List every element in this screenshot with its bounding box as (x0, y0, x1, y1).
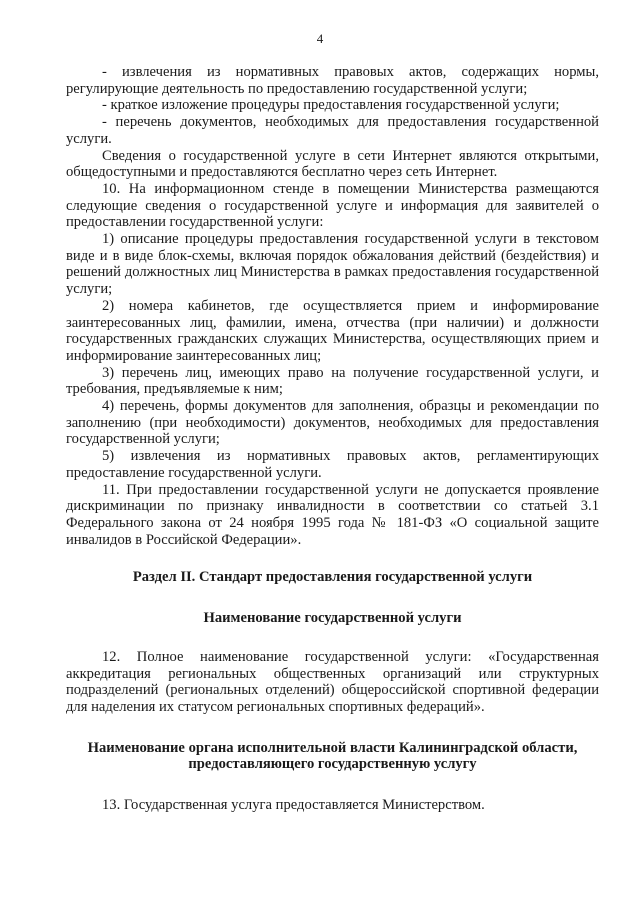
section-heading: Раздел II. Стандарт предоставления государственной услуги (132, 569, 533, 586)
spacer (66, 586, 599, 610)
spacer (66, 548, 599, 569)
paragraph-item-12: 12. Полное наименование государственной услуги: «Государственная аккредитация региональных общественных организаций или структурных подразделений (региональных отделений) общероссийской спортивной федерации для наделения их статусом региональных спортивных федераций». (66, 648, 599, 715)
page-number: 4 (316, 31, 324, 46)
spacer (66, 627, 599, 649)
subsection-heading-authority-line-2: предоставляющего государственную услугу (188, 756, 477, 773)
paragraph-procedure-summary: - краткое изложение процедуры предоставления государственной услуги; (102, 97, 560, 114)
spacer (66, 773, 599, 797)
paragraph-subitem-5: 5) извлечения из нормативных правовых актов, регламентирующих предоставление государственной услуги. (66, 448, 599, 481)
subsection-heading-authority-line-1: Наименование органа исполнительной власти Калининградской области, (87, 739, 578, 756)
paragraph-item-11: 11. При предоставлении государственной услуги не допускается проявление дискриминации по признаку инвалидности в соответствии со статьей 3.1 Федерального закона от 24 ноября 1995 года № 181-ФЗ «О социальной защите инвалидов в Российской Федерации». (66, 481, 599, 548)
document-body (66, 64, 599, 814)
subsection-heading-service-name: Наименование государственной услуги (203, 610, 462, 627)
paragraph-subitem-1: 1) описание процедуры предоставления государственной услуги в текстовом виде и в виде блок-схемы, включая порядок обжалования действий (бездействия) и решений должностных лиц Министерства в рамках предоставления государственной услуги; (66, 231, 599, 298)
paragraph-internet-info: Сведения о государственной услуге в сети Интернет являются открытыми, общедоступными и предоставляются бесплатно через сеть Интернет. (66, 147, 599, 181)
spacer (66, 716, 599, 740)
paragraph-extracts-normative-acts: - извлечения из нормативных правовых актов, содержащих нормы, регулирующие деятельность по предоставлению государственной услуги; (66, 64, 599, 97)
paragraph-documents-list: - перечень документов, необходимых для предоставления государственной услуги. (66, 114, 599, 147)
paragraph-item-13: 13. Государственная услуга предоставляется Министерством. (102, 797, 485, 814)
paragraph-subitem-4: 4) перечень, формы документов для заполнения, образцы и рекомендации по заполнению (при необходимости) документов, необходимых для предоставления государственной услуги; (66, 398, 599, 448)
paragraph-subitem-3: 3) перечень лиц, имеющих право на получение государственной услуги, и требования, предъявляемые к ним; (66, 364, 599, 398)
paragraph-subitem-2: 2) номера кабинетов, где осуществляется прием и информирование заинтересованных лиц, фамилии, имена, отчества (при наличии) и должности государственных гражданских служащих Министерства, осуществляющих прием и информирование заинтересованных лиц; (66, 297, 599, 364)
paragraph-item-10: 10. На информационном стенде в помещении Министерства размещаются следующие сведения о государственной услуге и информация для заявителей о предоставлении государственной услуги: (66, 180, 599, 231)
